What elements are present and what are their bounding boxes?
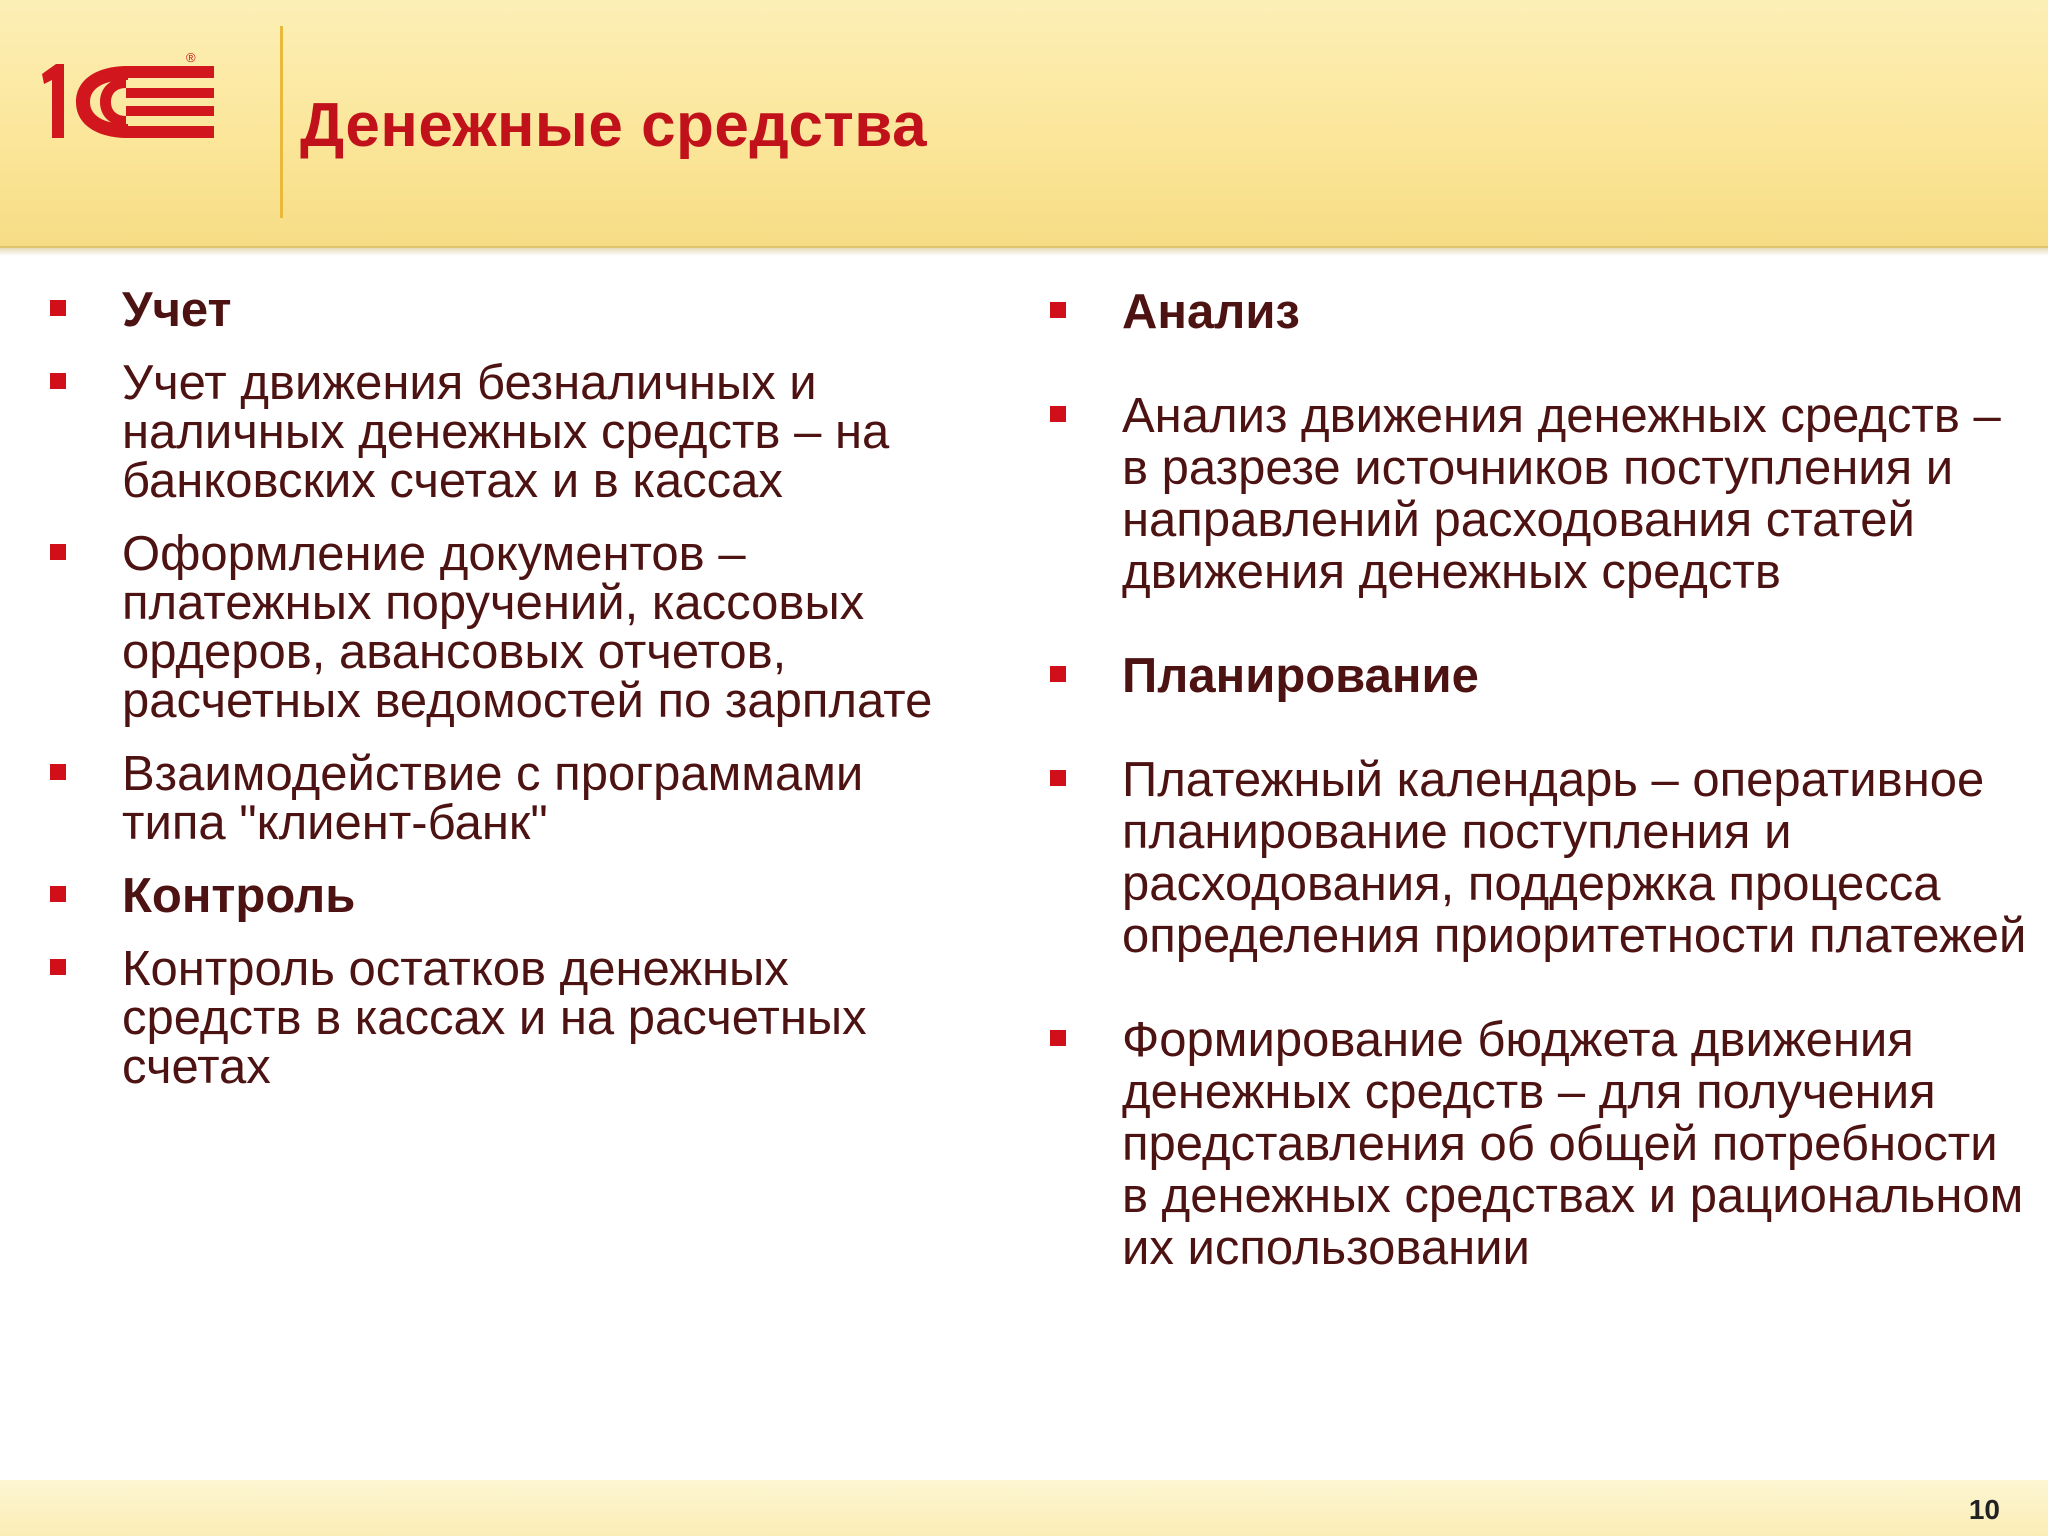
- header-divider: [280, 26, 283, 218]
- list-item: [1046, 1014, 2036, 1274]
- bullet-square-icon: [1050, 406, 1066, 422]
- list-item-text: Учет движения безналичных и наличных денежных средств – на банковских счетах и в кассах: [122, 356, 890, 508]
- list-item-text: Оформление документов – платежных поручений, кассовых ордеров, авансовых отчетов, расчетных ведомостей по зарплате: [122, 527, 933, 728]
- list-item-text: Анализ: [1122, 285, 1300, 339]
- right-column: [1046, 286, 2036, 1326]
- bullet-square-icon: [50, 764, 66, 780]
- bullet-square-icon: [1050, 770, 1066, 786]
- bullet-square-icon: [50, 300, 66, 316]
- bullet-square-icon: [1050, 302, 1066, 318]
- list-item: [46, 942, 966, 1094]
- list-item: [1046, 286, 2036, 338]
- list-item: [46, 283, 966, 337]
- bullet-square-icon: [1050, 666, 1066, 682]
- list-item: [46, 356, 966, 508]
- list-item-text: Взаимодействие с программами типа "клиент-банк": [122, 747, 864, 850]
- list-item: [1046, 754, 2036, 962]
- page-number: 10: [1968, 1494, 2000, 1525]
- list-item-text: Контроль остатков денежных средств в кассах и на расчетных счетах: [122, 942, 867, 1094]
- svg-text:®: ®: [186, 52, 196, 65]
- bullet-square-icon: [50, 373, 66, 389]
- list-item-text: Контроль: [122, 869, 356, 923]
- list-item: [46, 527, 966, 728]
- slide-footer: [0, 1480, 2048, 1536]
- bullet-square-icon: [50, 959, 66, 975]
- list-item: [1046, 650, 2036, 702]
- header-shadow: [0, 246, 2048, 256]
- list-item: [1046, 390, 2036, 598]
- left-column: [46, 283, 966, 1116]
- list-item-text: Формирование бюджета движения денежных средств – для получения представления об общей потребности в денежных средствах и рациональном их использовании: [1122, 1013, 2024, 1275]
- list-item-text: Планирование: [1122, 649, 1479, 703]
- bullet-square-icon: [50, 886, 66, 902]
- list-item: [46, 747, 966, 850]
- 1c-logo: [36, 52, 226, 152]
- list-item: [46, 869, 966, 923]
- page-title: Денежные средства: [300, 91, 928, 160]
- list-item-text: Платежный календарь – оперативное планирование поступления и расходования, поддержка процесса определения приоритетности платежей: [1122, 753, 2027, 963]
- bullet-square-icon: [1050, 1030, 1066, 1046]
- bullet-square-icon: [50, 544, 66, 560]
- list-item-text: Анализ движения денежных средств – в разрезе источников поступления и направлений расходования статей движения денежных средств: [1122, 389, 2001, 599]
- list-item-text: Учет: [122, 283, 232, 337]
